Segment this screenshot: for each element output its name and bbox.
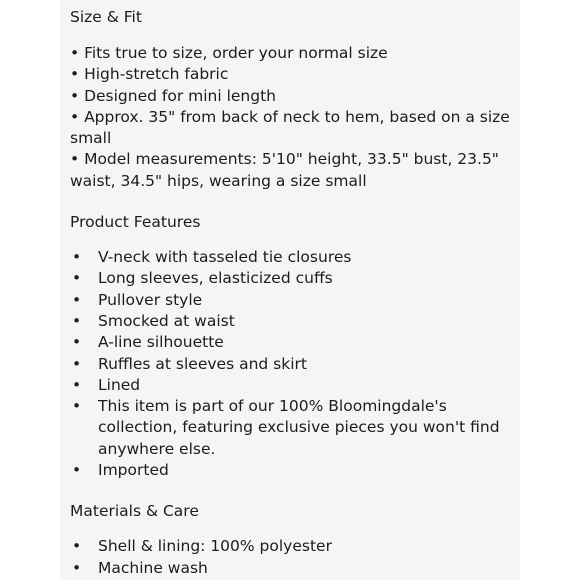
list-item: [70, 354, 512, 375]
list-item-text: Machine wash: [98, 558, 208, 577]
product-details-panel: [60, 0, 520, 580]
list-item-text: Imported: [98, 461, 169, 480]
list-item-text: This item is part of our 100% Bloomingdale's collection, featuring exclusive pieces you won't find anywhere else.: [98, 397, 500, 458]
list-item-text: Pullover style: [98, 290, 203, 309]
product-features-list: [70, 247, 512, 481]
list-item: [70, 460, 512, 481]
list-item: [70, 332, 512, 353]
list-item-text: Smocked at waist: [98, 311, 235, 330]
bullet-icon: •: [72, 461, 82, 480]
list-item: [70, 247, 512, 268]
list-item: [70, 396, 512, 460]
list-item: • High-stretch fabric: [70, 65, 229, 84]
bullet-icon: •: [72, 375, 82, 394]
list-item-text: Ruffles at sleeves and skirt: [98, 354, 307, 373]
list-item: [70, 536, 512, 557]
bullet-icon: •: [72, 354, 82, 373]
list-item: [70, 375, 512, 396]
bullet-icon: •: [72, 248, 82, 267]
bullet-icon: •: [72, 397, 82, 416]
materials-care-heading: Materials & Care: [70, 502, 199, 521]
list-item-text: Lined: [98, 375, 141, 394]
list-item: [70, 290, 512, 311]
list-item: [70, 558, 512, 579]
product-features-heading: Product Features: [70, 213, 201, 232]
bullet-icon: •: [72, 537, 82, 556]
list-item-text: Long sleeves, elasticized cuffs: [98, 269, 333, 288]
size-fit-list: [70, 43, 512, 192]
list-item: • Approx. 35" from back of neck to hem, based on a size small: [70, 107, 510, 148]
bullet-icon: •: [72, 558, 82, 577]
bullet-icon: •: [72, 311, 82, 330]
list-item: • Model measurements: 5'10" height, 33.5" bust, 23.5" waist, 34.5" hips, wearing a size small: [70, 150, 499, 190]
bullet-icon: •: [72, 333, 82, 352]
materials-care-list: [70, 536, 512, 579]
size-fit-heading: Size & Fit: [70, 8, 142, 26]
list-item: [70, 268, 512, 289]
list-item-text: A-line silhouette: [98, 333, 224, 352]
list-item: • Designed for mini length: [70, 86, 276, 105]
list-item: • Fits true to size, order your normal size: [70, 44, 388, 62]
bullet-icon: •: [72, 290, 82, 309]
list-item: [70, 311, 512, 332]
list-item-text: V-neck with tasseled tie closures: [98, 248, 352, 267]
bullet-icon: •: [72, 269, 82, 288]
list-item-text: Shell & lining: 100% polyester: [98, 537, 332, 556]
